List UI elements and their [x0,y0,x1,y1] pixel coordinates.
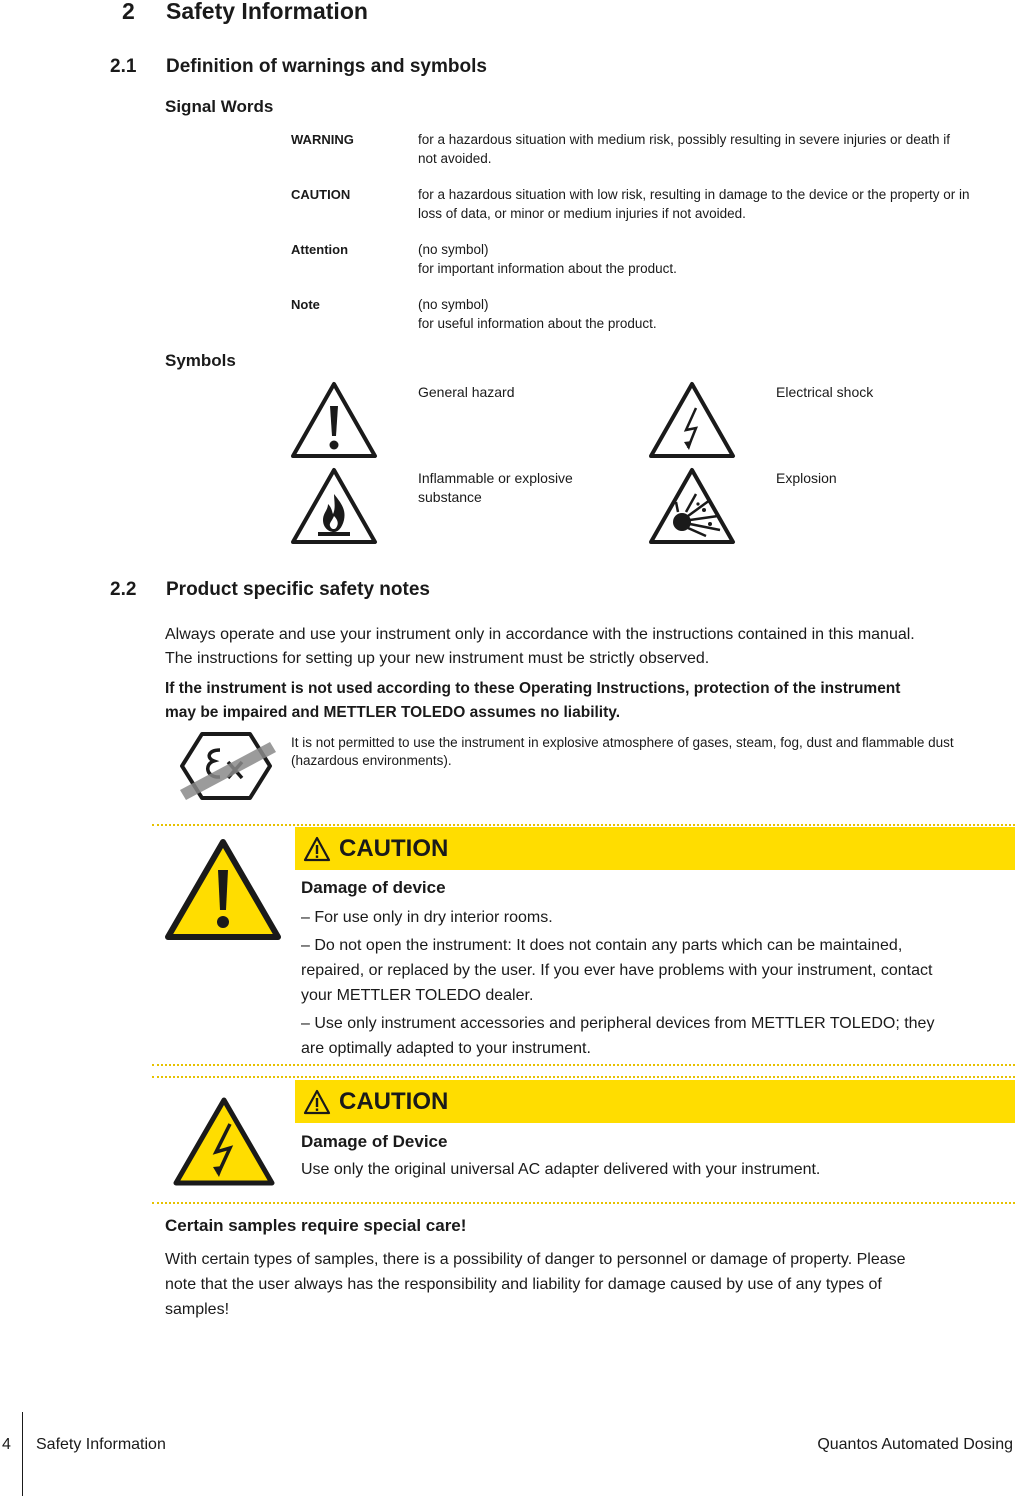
intro-line: Always operate and use your instrument only in accordance with the instructions contained in this manual. [165,626,915,643]
symbol-label-flammable [418,469,573,507]
caution-1-line: are optimally adapted to your instrument. [301,1040,591,1057]
subsection-number-2-2: 2.2 [110,579,137,600]
signal-desc-line: (no symbol) [418,242,489,257]
warning-triangle-icon [303,836,331,862]
caution-1-line: your METTLER TOLEDO dealer. [301,987,534,1004]
liability-paragraph [165,677,1015,725]
symbol-label-explosion: Explosion [776,470,837,486]
signal-desc-line: (no symbol) [418,297,489,312]
caution-hazard-icon [164,838,282,942]
footer-section-name: Safety Information [36,1436,166,1453]
signal-term-note: Note [291,297,320,312]
caution-1-bottom-rule [152,1064,1015,1066]
signal-desc-warning [418,130,1013,168]
caution-1-heading: Damage of device [301,878,446,897]
footer-product-name: Quantos Automated Dosing [817,1436,1013,1453]
liability-line: If the instrument is not used according to these Operating Instructions, protection of the instrument [165,680,901,697]
caution-2-bottom-rule [152,1202,1015,1204]
samples-line: note that the user always has the responsibility and liability for damage caused by use of any types of [165,1276,882,1293]
signal-term-caution: CAUTION [291,187,351,202]
signal-term-attention: Attention [291,242,349,257]
flammable-icon [290,466,378,546]
samples-line: samples! [165,1301,230,1318]
warning-triangle-icon [303,1089,331,1115]
caution-1-line: – Use only instrument accessories and peripheral devices from METTLER TOLEDO; they [301,1015,935,1032]
intro-paragraph [165,623,1015,671]
electrical-shock-icon [648,380,736,460]
subsection-title-2-1: Definition of warnings and symbols [166,56,487,77]
caution-2-heading: Damage of Device [301,1132,448,1151]
signal-desc-line: not avoided. [418,151,492,166]
samples-line: With certain types of samples, there is a possibility of danger to personnel or damage of property. Please [165,1251,906,1268]
subsection-title-2-2: Product specific safety notes [166,579,430,600]
signal-desc-line: for a hazardous situation with medium risk, possibly resulting in severe injuries or death if [418,132,950,147]
symbol-label-line: Inflammable or explosive [418,470,573,486]
signal-desc-line: loss of data, or minor or medium injuries if not avoided. [418,206,746,221]
signal-term-warning: WARNING [291,132,354,147]
section-title: Safety Information [166,0,368,24]
caution-1-body [301,905,1015,1061]
signal-desc-note [418,295,1013,333]
caution-2-label: CAUTION [339,1087,449,1115]
ex-note-line: (hazardous environments). [291,753,452,768]
ex-note [291,734,1011,770]
signal-desc-line: for useful information about the product. [418,316,657,331]
intro-line: The instructions for setting up your new instrument must be strictly observed. [165,650,710,667]
caution-1-label: CAUTION [339,834,449,862]
symbol-label-electrical-shock: Electrical shock [776,384,874,400]
subsection-number-2-1: 2.1 [110,56,137,77]
caution-2-bar [295,1080,1015,1123]
ex-note-line: It is not permitted to use the instrument in explosive atmosphere of gases, steam, fog, dust and flammable dust [291,735,954,750]
caution-2-line: Use only the original universal AC adapter delivered with your instrument. [301,1161,821,1178]
caution-1-bar [295,827,1015,870]
signal-desc-attention [418,240,1013,278]
samples-heading: Certain samples require special care! [165,1216,467,1235]
symbol-label-general-hazard: General hazard [418,384,515,400]
signal-desc-line: for a hazardous situation with low risk, resulting in damage to the device or the property or in [418,187,970,202]
footer-page-number: 4 [2,1436,11,1453]
caution-1-line: repaired, or replaced by the user. If you ever have problems with your instrument, contact [301,962,933,979]
signal-words-heading: Signal Words [165,97,274,116]
footer-divider [22,1412,23,1496]
caution-1-top-rule [152,824,1015,826]
section-number: 2 [122,0,135,24]
caution-1-line: – Do not open the instrument: It does not contain any parts which can be maintained, [301,937,903,954]
samples-paragraph [165,1247,1015,1322]
caution-2-top-rule [152,1076,1015,1078]
explosive-atmosphere-icon [176,728,280,804]
liability-line: may be impaired and METTLER TOLEDO assumes no liability. [165,704,621,721]
symbol-label-line: substance [418,489,482,505]
signal-desc-caution [418,185,1013,223]
general-hazard-icon [290,380,378,460]
symbols-heading: Symbols [165,351,236,370]
caution-1-line: – For use only in dry interior rooms. [301,909,553,926]
signal-desc-line: for important information about the product. [418,261,677,276]
explosion-icon [648,466,736,546]
electrical-hazard-icon [172,1096,276,1188]
